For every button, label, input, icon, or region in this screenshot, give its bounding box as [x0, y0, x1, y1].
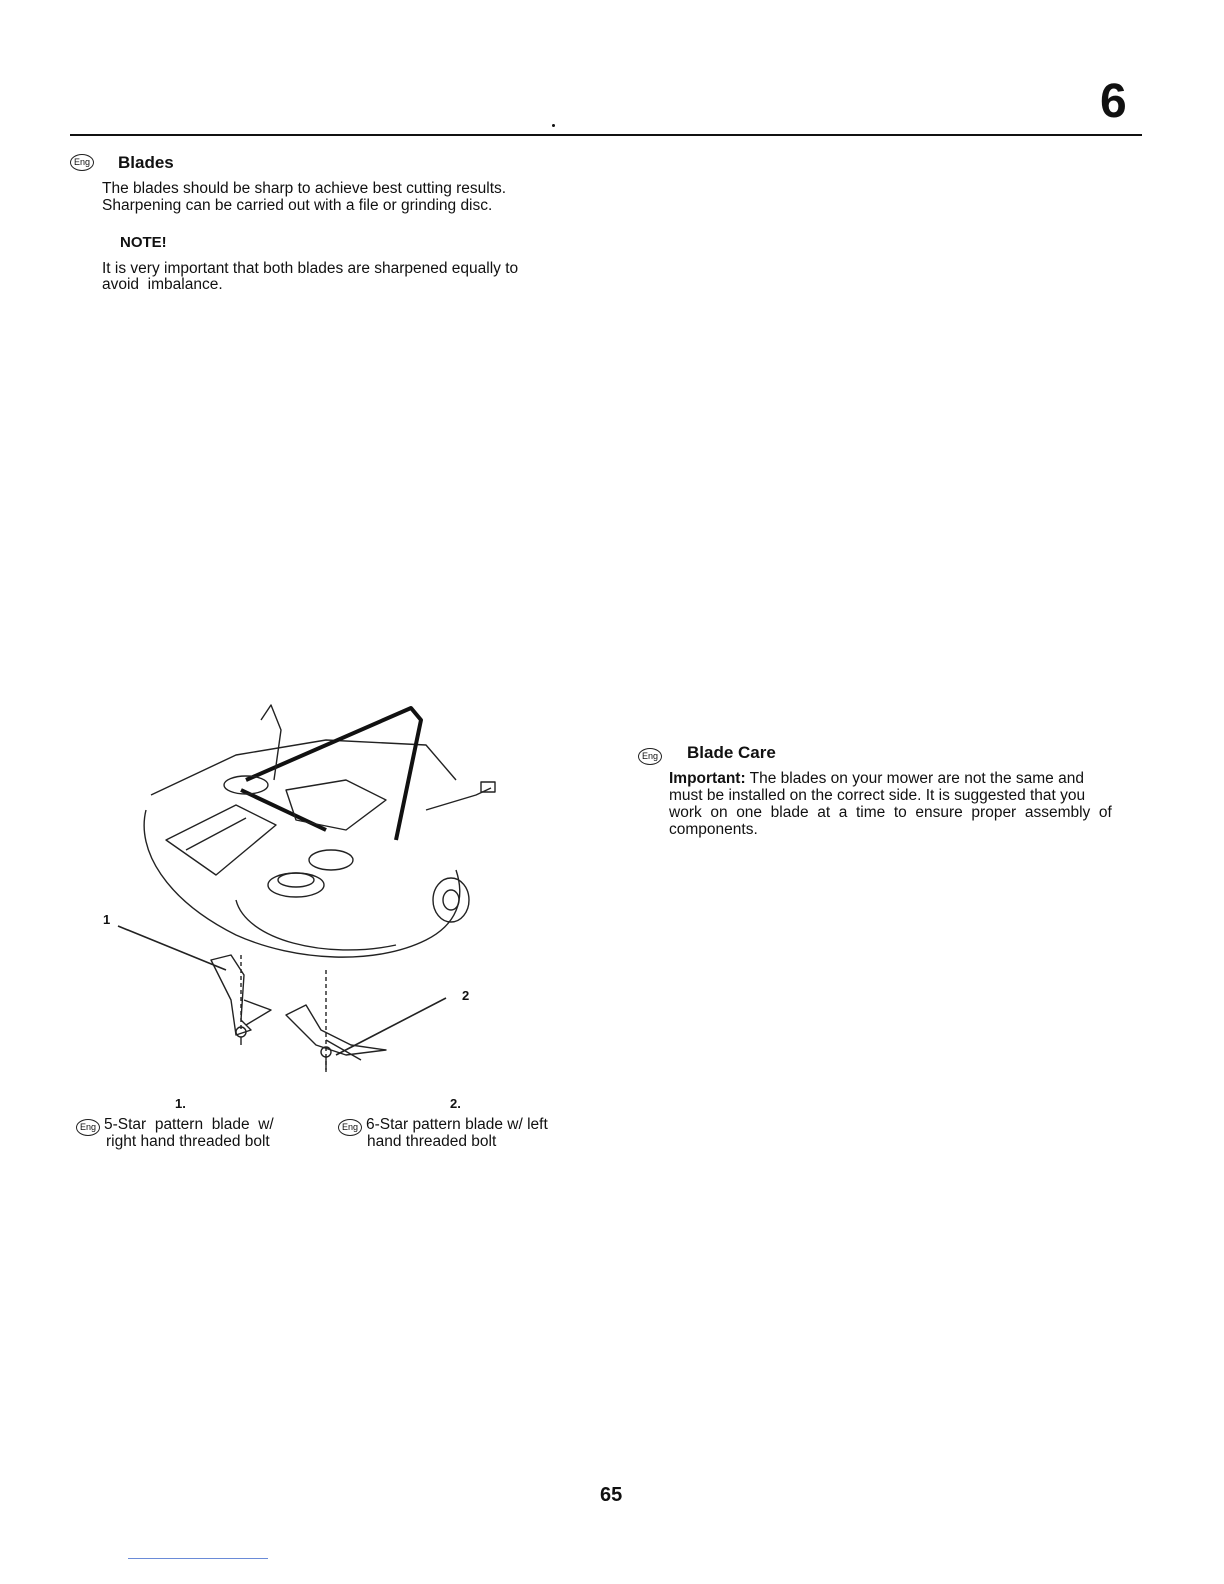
mower-deck-figure — [96, 700, 516, 1090]
blades-title: Blades — [118, 153, 174, 172]
blades-body-line-2: Sharpening can be carried out with a file or grinding disc. — [102, 197, 493, 214]
eng-language-icon: Eng — [70, 154, 94, 171]
blade-care-lang-badge — [638, 746, 662, 765]
blades-body-line-1: The blades should be sharp to achieve best cutting results. — [102, 180, 507, 197]
header-dot — [552, 124, 555, 127]
blade-care-line-4: components. — [669, 821, 758, 838]
footer-rule — [128, 1558, 268, 1559]
blade-care-line-1 — [669, 771, 1084, 787]
caption-2-line-2: hand threaded bolt — [367, 1133, 497, 1150]
blade-care-title: Blade Care — [687, 743, 776, 762]
blade-care-line-2: must be installed on the correct side. It is suggested that you — [669, 787, 1086, 804]
important-label: Important: — [669, 770, 746, 787]
caption-1-badge — [76, 1117, 100, 1136]
figure-callout-2: 2 — [462, 988, 470, 1003]
caption-2-number: 2. — [450, 1096, 461, 1111]
note-title: NOTE! — [120, 234, 167, 251]
page-number: 65 — [600, 1484, 623, 1506]
caption-1-line-2: right hand threaded bolt — [106, 1133, 270, 1150]
chapter-number: 6 — [1100, 75, 1127, 128]
header-rule — [70, 134, 1142, 136]
caption-2-line-1: 6-Star pattern blade w/ left — [366, 1116, 548, 1133]
eng-language-icon: Eng — [338, 1119, 362, 1136]
blade-care-line-3: work on one blade at a time to ensure proper assembly of — [669, 804, 1112, 821]
eng-language-icon: Eng — [638, 748, 662, 765]
blade-care-line-1-text: The blades on your mower are not the same and — [745, 770, 1084, 787]
caption-2-badge — [338, 1117, 362, 1136]
figure-callout-1: 1 — [103, 912, 111, 927]
caption-1-line-1: 5-Star pattern blade w/ — [104, 1116, 274, 1133]
caption-1-number: 1. — [175, 1096, 186, 1111]
eng-language-icon: Eng — [76, 1119, 100, 1136]
blades-lang-badge — [70, 152, 94, 171]
note-line-1: It is very important that both blades are sharpened equally to — [102, 260, 519, 277]
note-line-2: avoid imbalance. — [102, 276, 223, 293]
